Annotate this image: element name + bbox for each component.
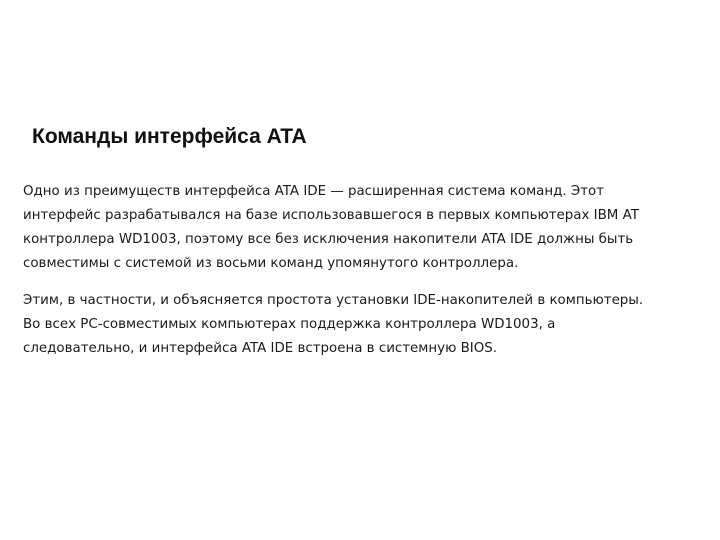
paragraph-line: совместимы с системой из восьми команд упомянутого контроллера.: [23, 256, 519, 271]
paragraph-line: Во всех PC-совместимых компьютерах поддержка контроллера WD1003, а: [23, 317, 556, 332]
paragraph-line: Одно из преимуществ интерфейса ATA IDE — расширенная система команд. Этот: [23, 184, 605, 199]
paragraph-line: интерфейс разрабатывался на базе использовавшегося в первых компьютерах IBM AT: [23, 208, 639, 223]
paragraph-line: контроллера WD1003, поэтому все без исключения накопители ATA IDE должны быть: [23, 232, 634, 247]
slide-body: [23, 180, 695, 361]
paragraph-ata-command-system: [23, 180, 695, 276]
slide-title: Команды интерфейса ATA: [32, 125, 307, 148]
paragraph-line: Этим, в частности, и объясняется простота установки IDE-накопителей в компьютеры.: [23, 293, 644, 308]
paragraph-line: следовательно, и интерфейса ATA IDE встроена в системную BIOS.: [23, 341, 498, 356]
paragraph-installation-simplicity: [23, 289, 695, 361]
